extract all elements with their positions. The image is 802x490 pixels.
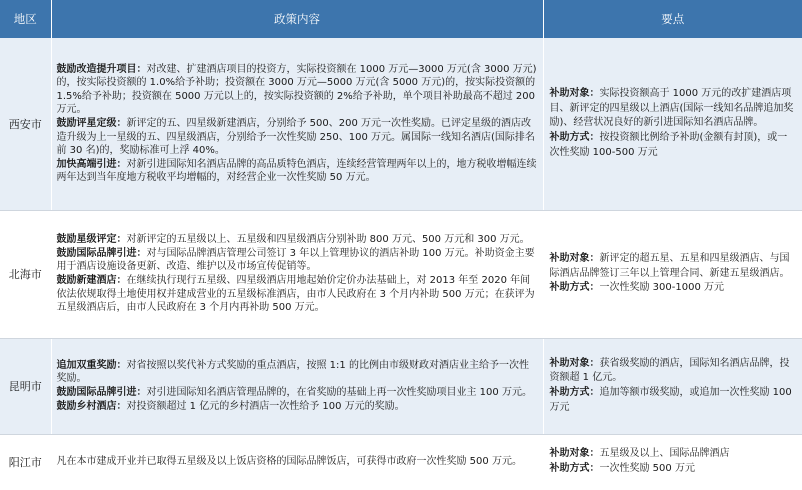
point-item-title: 补助方式： [549,387,600,398]
policy-item-text: 新评定的五、四星级新建酒店，分别给予 500、200 万元一次性奖励。已评定星级的酒店改造升级为上一星级的五、四星级酒店，分别给予一次性奖励 250、100 万元。属国际一线知名酒店(国际排名前 30 名)的，奖励标准可上浮 40%。 [56,117,535,157]
points-cell [543,338,802,434]
policy-item-text: 对改建、扩建酒店项目的投资方，实际投资额在 1000 万元—3000 万元(含 3000 万元)的，按实际投资额的 1.0%给予补助；投资额在 3000 万元—5000 万元(含 5000 万元)的，按实际投资额的 1.5%给予补助；投资额在 5000 万元以上的，按实际投资额的 2%给予补助，单个项目补助最高不超过 200 万元。 [56,63,537,116]
policy-item-text: 对省按照以奖代补方式奖励的重点酒店，按照 1:1 的比例由市级财政对酒店业主给予一次性奖励。 [56,359,529,385]
point-item-title: 补助方式： [549,463,600,474]
policy-cell [51,210,543,338]
point-item-title: 补助对象： [549,357,600,369]
policy-item-text: 对投资额超过 1 亿元的乡村酒店一次性给予 100 万元的奖励。 [126,400,405,412]
table-row [0,38,802,210]
point-item [550,462,797,477]
region-cell: 北海市 [0,210,51,338]
point-item-title: 补助对象： [549,448,600,460]
policy-item-text: 在继续执行现行五星级、四星级酒店用地起始价定价办法基础上，对 2013 年至 2020 年间依法依规取得土地使用权并建成营业的五星级标准酒店，由市人民政府在 3 个月内补助 500 万元；在获评为五星级酒店后，由市人民政府在 3 个月内再补助 500 万元。 [56,275,535,314]
region-cell: 阳江市 [0,434,51,490]
point-item-text: 一次性奖励 500 万元 [599,463,695,474]
policy-item [57,158,538,185]
policy-cell [51,338,543,434]
point-item-text: 获省级奖励的酒店，国际知名酒店品牌，投资额超 1 亿元。 [549,357,790,384]
point-item [550,386,797,415]
policy-item [57,386,538,400]
header-policy: 政策内容 [51,0,543,38]
policy-item-text: 凡在本市建成开业并已取得五星级及以上饭店资格的国际品牌饭店，可获得市政府一次性奖励 500 万元。 [56,456,522,468]
policy-item [57,274,538,315]
policy-item-title: 鼓励国际品牌引进： [56,387,147,398]
point-item-text: 追加等额市级奖励，或追加一次性奖励 100 万元 [549,387,792,413]
table-row [0,434,802,490]
policy-item-title: 鼓励评星定级： [56,117,127,129]
point-item-title: 补助对象： [549,253,600,265]
point-item [550,252,797,281]
point-item [550,281,797,296]
points-cell [543,210,802,338]
policy-item-text: 对引进国际知名酒店管理品牌的，在省奖励的基础上再一次性奖励项目业主 100 万元。 [146,387,532,398]
points-cell [543,434,802,490]
policy-item-title: 鼓励星级评定： [56,234,127,246]
point-item-text: 一次性奖励 300-1000 万元 [599,282,725,294]
header-region: 地区 [0,0,51,38]
policy-item-title: 鼓励国际品牌引进： [56,247,147,259]
policy-item [57,233,538,247]
policy-item-text: 对新引进国际知名酒店品牌的高品质特色酒店，连续经营管理两年以上的，地方税收增幅连续两年达到当年度地方税收平均增幅的，对经营企业一次性奖励 50 万元。 [56,158,537,184]
policy-item-title: 鼓励新建酒店： [56,275,127,286]
region-cell: 昆明市 [0,338,51,434]
table-row [0,338,802,434]
policy-item-title: 追加双重奖励： [56,359,127,371]
point-item [550,447,797,462]
point-item-title: 补助对象： [549,88,600,100]
point-item [550,131,797,160]
policy-item [57,247,538,274]
policy-item [57,359,538,386]
region-cell: 西安市 [0,38,51,210]
point-item-title: 补助方式： [549,132,600,144]
point-item [550,87,797,131]
policy-cell [51,38,543,210]
point-item-text: 五星级及以上、国际品牌酒店 [599,448,730,460]
policy-item-text: 对与国际品牌酒店管理公司签订 3 年以上管理协议的酒店补助 100 万元。补助资金主要用于酒店设施设备更新、改造、维护以及市场宣传促销等。 [56,247,535,273]
point-item-title: 补助方式： [549,282,600,294]
policy-cell [51,434,543,490]
point-item-text: 新评定的超五星、五星和四星级酒店、与国际酒店品牌签订三年以上管理合同、新建五星级酒店。 [549,253,790,279]
policy-item-title: 鼓励乡村酒店： [56,400,127,412]
table-row [0,210,802,338]
policy-item [57,455,538,469]
policy-item [57,63,538,117]
policy-item [57,400,538,414]
points-cell [543,38,802,210]
table-header-row [0,0,802,38]
policy-item-title: 加快高端引进： [56,158,127,170]
point-item-text: 实际投资额高于 1000 万元的改扩建酒店项目、新评定的四星级以上酒店(国际一线知名品牌追加奖励)、经营状况良好的新引进国际知名酒店品牌。 [549,88,794,129]
point-item-text: 按投资额比例给予补助(金额有封顶)，或一次性奖励 100-500 万元 [549,132,788,158]
header-points: 要点 [543,0,802,38]
point-item [550,357,797,386]
policy-item-title: 鼓励改造提升项目： [56,63,147,75]
policy-item-text: 对新评定的五星级以上、五星级和四星级酒店分别补助 800 万元、500 万元和 300 万元。 [126,234,530,246]
policy-item [57,117,538,158]
